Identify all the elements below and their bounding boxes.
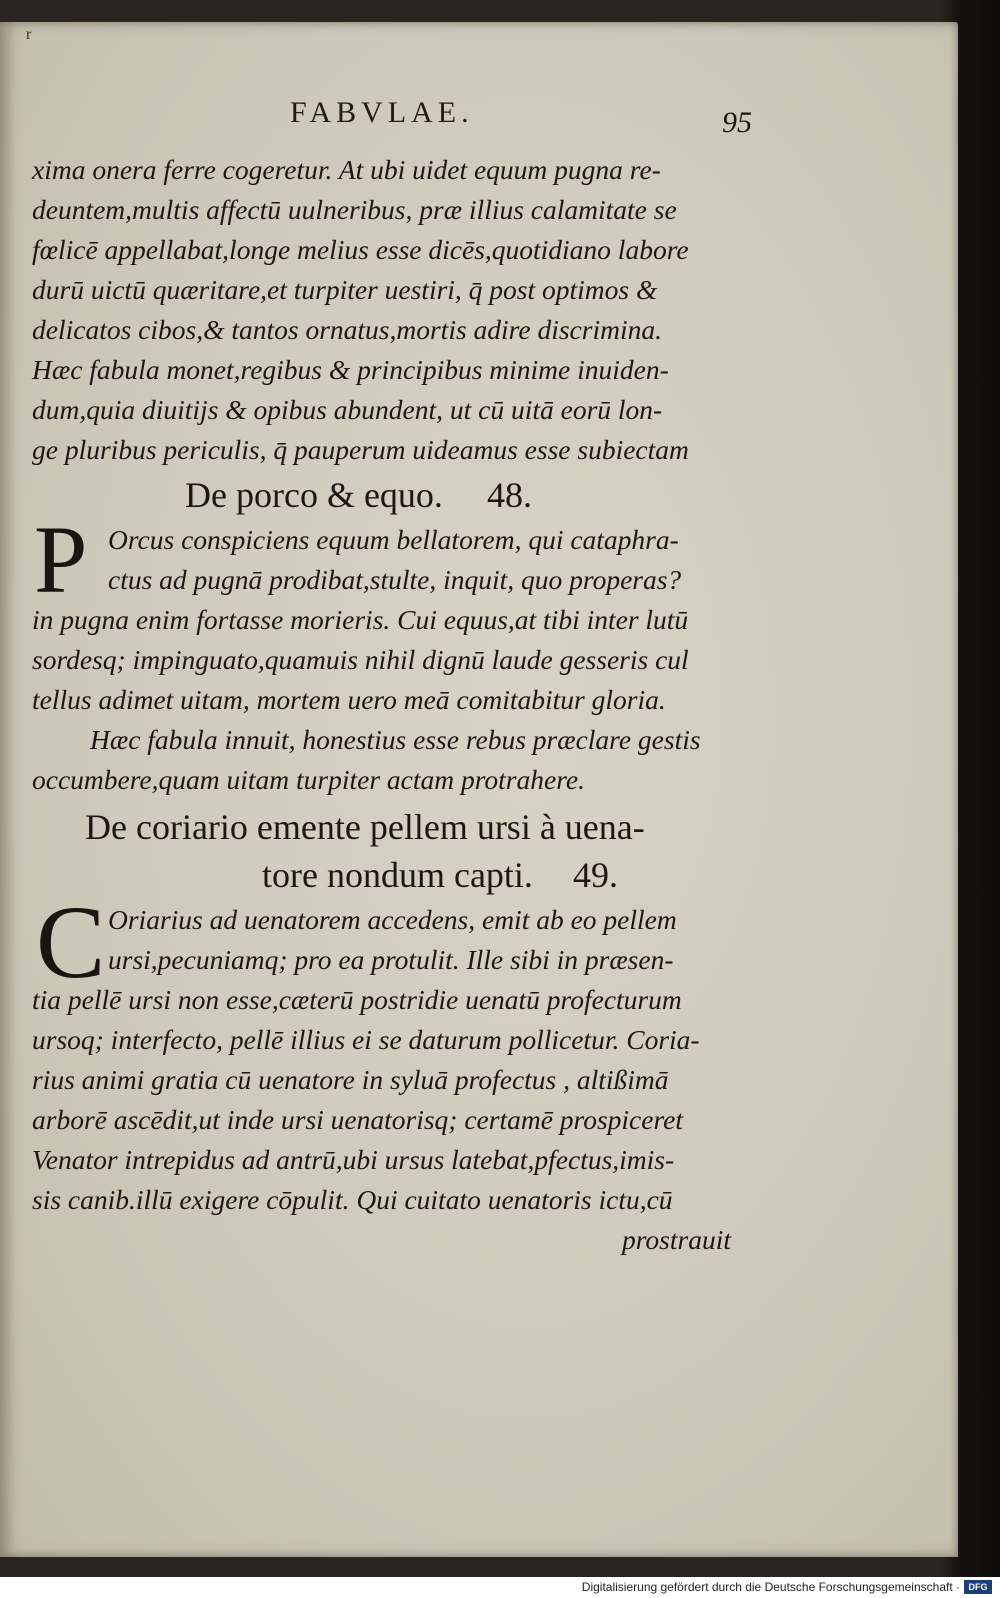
- fable-49-heading: De coriario emente pellem ursi à uena-: [85, 807, 645, 847]
- text-line: tia pellē ursi non esse,cæterū postridie uenatū profecturum: [32, 984, 682, 1015]
- text-line: ctus ad pugnā prodibat,stulte, inquit, quo properas?: [108, 564, 682, 595]
- text-line: Hæc fabula monet,regibus & principibus minime inuiden-: [32, 354, 669, 385]
- running-head: FABVLAE.: [290, 96, 474, 129]
- drop-initial: P: [34, 506, 88, 613]
- fable-48-heading: [185, 474, 532, 516]
- text-line: deuntem,multis affectū uulneribus, præ illius calamitate se: [32, 194, 677, 225]
- text-line: ge pluribus periculis, q̄ pauperum uideamus esse subiectam: [32, 434, 689, 465]
- fable-title-cont: tore nondum capti.: [262, 855, 533, 895]
- text-line: delicatos cibos,& tantos ornatus,mortis adire discrimina.: [32, 314, 662, 345]
- moral-line: Hæc fabula innuit, honestius esse rebus præclare gestis: [90, 724, 701, 755]
- dfg-logo-icon: DFG: [964, 1580, 992, 1594]
- text-line: sordesq; impinguato,quamuis nihil dignū laude gesseris cul: [32, 644, 689, 675]
- text-line: tellus adimet uitam, mortem uero meā comitabitur gloria.: [32, 684, 666, 715]
- text-line: xima onera ferre cogeretur. At ubi uidet equum pugna re-: [32, 154, 661, 185]
- text-line: Venator intrepidus ad antrū,ubi ursus latebat,pfectus,imis-: [32, 1144, 675, 1175]
- fable-number: 48.: [486, 475, 532, 515]
- text-line: Orcus conspiciens equum bellatorem, qui cataphra-: [108, 524, 679, 555]
- catchword: prostrauit: [622, 1224, 732, 1255]
- text-line: ursi,pecuniamq; pro ea protulit. Ille sibi in præsen-: [108, 944, 674, 975]
- text-line: Oriarius ad uenatorem accedens, emit ab eo pellem: [108, 904, 677, 935]
- text-line: ursoq; interfecto, pellē illius ei se daturum pollicetur. Coria-: [32, 1024, 700, 1055]
- edge-mark: r: [26, 26, 32, 43]
- page-number: 95: [722, 106, 752, 139]
- fable-49-body: [32, 885, 752, 1260]
- fable-48-body: [32, 506, 752, 800]
- fable-title: De porco & equo.: [185, 475, 443, 515]
- moral-line: occumbere,quam uitam turpiter actam protrahere.: [32, 764, 585, 795]
- text-line: fœlicē appellabat,longe melius esse dicēs,quotidiano labore: [32, 234, 689, 265]
- text-line: dum,quia diuitijs & opibus abundent, ut cū uitā eorū lon-: [32, 394, 663, 425]
- fable-number: 49.: [572, 855, 618, 895]
- text-line: arborē ascēdit,ut inde ursi uenatorisq; certamē prospiceret: [32, 1104, 683, 1135]
- text-line: durū uictū quæritare,et turpiter uestiri, q̄ post optimos &: [32, 274, 658, 305]
- text-line: sis canib.illū exigere cōpulit. Qui cuitato uenatoris ictu,cū: [32, 1184, 673, 1215]
- drop-initial: C: [36, 885, 106, 1000]
- text-line: rius animi gratia cū uenatore in syluā profectus , altißimā: [32, 1064, 669, 1095]
- fable-49-heading-cont: [262, 854, 618, 896]
- funding-credit: Digitalisierung gefördert durch die Deutsche Forschungsgemeinschaft ·: [581, 1580, 960, 1594]
- fable-47-conclusion: [32, 150, 752, 470]
- text-line: in pugna enim fortasse morieris. Cui equus,at tibi inter lutū: [32, 604, 689, 635]
